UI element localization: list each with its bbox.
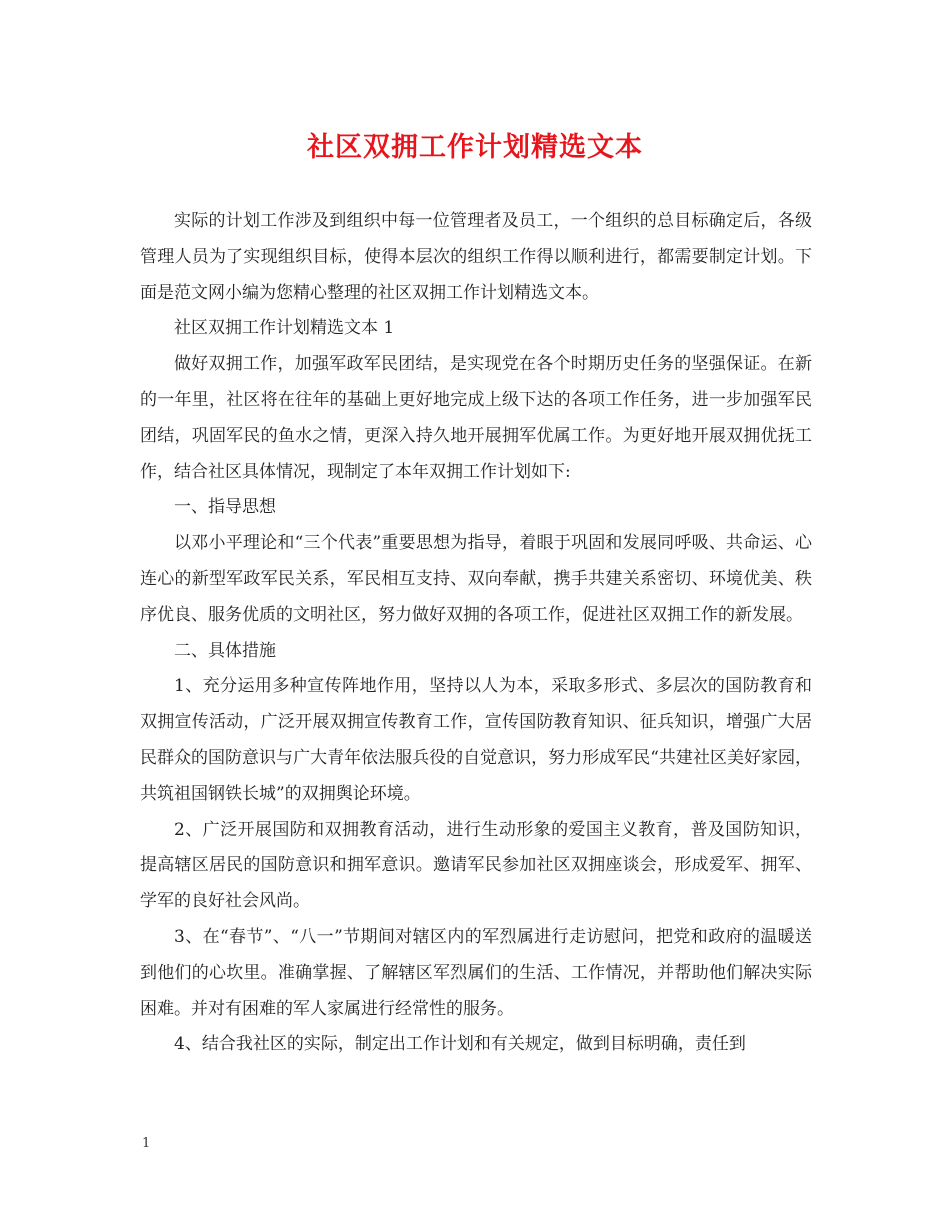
paragraph: 4、结合我社区的实际，制定出工作计划和有关规定，做到目标明确，责任到 [174, 1034, 746, 1055]
page-number: 1 [142, 1136, 151, 1151]
paragraph: 3、在“春节”、“八一”节期间对辖区内的军烈属进行走访慰问，把党和政府的温暖送到他们的心坎里。准确掌握、了解辖区军烈属们的生活、工作情况，并帮助他们解决实际困难。并对有困难的军人家属进行经常性的服务。 [140, 926, 812, 1019]
paragraph: 做好双拥工作，加强军政军民团结，是实现党在各个时期历史任务的坚强保证。在新的一年里，社区将在往年的基础上更好地完成上级下达的各项工作任务，进一步加强军民团结，巩固军民的鱼水之情，更深入持久地开展拥军优属工作。为更好地开展双拥优抚工作，结合社区具体情况，现制定了本年双拥工作计划如下: [140, 354, 812, 482]
paragraph: 2、广泛开展国防和双拥教育活动，进行生动形象的爱国主义教育，普及国防知识，提高辖区居民的国防意识和拥军意识。邀请军民参加社区双拥座谈会，形成爱军、拥军、学军的良好社会风尚。 [140, 819, 812, 912]
section-heading: 一、指导思想 [174, 497, 276, 518]
section-heading: 二、具体措施 [174, 640, 276, 661]
paragraph: 以邓小平理论和“三个代表”重要思想为指导，着眼于巩固和发展同呼吸、共命运、心连心的新型军政军民关系，军民相互支持、双向奉献，携手共建关系密切、环境优美、秩序优良、服务优质的文明社区，努力做好双拥的各项工作，促进社区双拥工作的新发展。 [140, 533, 812, 625]
section-heading: 社区双拥工作计划精选文本 1 [174, 318, 395, 339]
paragraph: 实际的计划工作涉及到组织中每一位管理者及员工，一个组织的总目标确定后，各级管理人员为了实现组织目标，使得本层次的组织工作得以顺利进行，都需要制定计划。下面是范文网小编为您精心整理的社区双拥工作计划精选文本。 [140, 211, 812, 303]
document-title: 社区双拥工作计划精选文本 [307, 132, 643, 163]
document-body [140, 204, 812, 1063]
paragraph: 1、充分运用多种宣传阵地作用，坚持以人为本，采取多形式、多层次的国防教育和双拥宣传活动，广泛开展双拥宣传教育工作，宣传国防教育知识、征兵知识，增强广大居民群众的国防意识与广大青年依法服兵役的自觉意识，努力形成军民“共建社区美好家园，共筑祖国钢铁长城”的双拥舆论环境。 [140, 676, 812, 804]
